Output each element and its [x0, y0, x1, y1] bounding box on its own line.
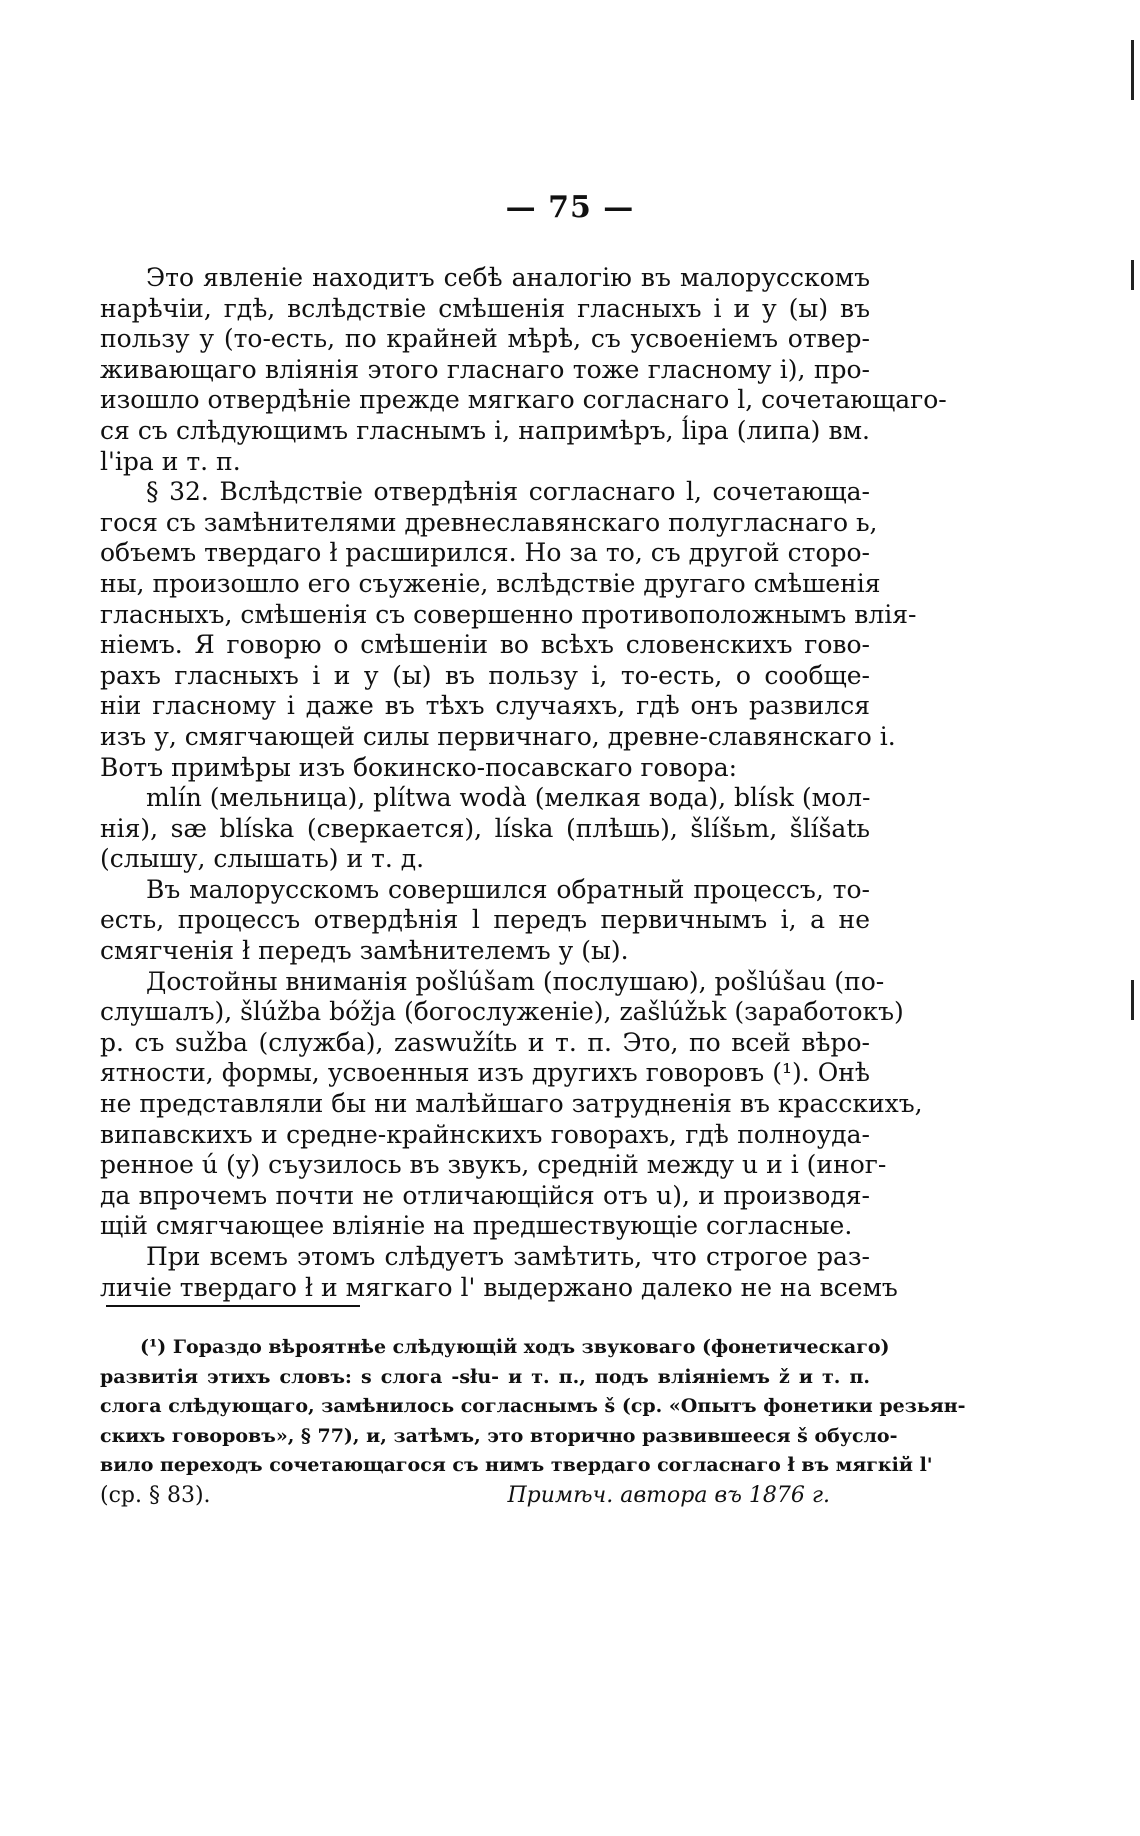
text-line: l'іра и т. п.: [100, 446, 241, 476]
text-line: гося съ замѣнителями древнеславянскаго полугласнаго ь,: [100, 507, 878, 537]
text-line: изошло отвердѣніе прежде мягкаго согласнаго l, сочетающаго-: [100, 385, 947, 415]
example-line: (слышу, слышать) и т. д.: [100, 844, 425, 874]
text-line: При всемъ этомъ слѣдуетъ замѣтить, что строгое раз-: [146, 1242, 870, 1271]
text-line: нарѣчіи, гдѣ, вслѣдствіе смѣшенія гласныхъ і и у (ы) въ: [100, 293, 870, 323]
text-line: ніемъ. Я говорю о смѣшеніи во всѣхъ словенскихъ гово-: [100, 630, 870, 660]
footnote-line: развитія этихъ словъ: s слога -słu- и т. п., подъ вліяніемъ ž и т. п.: [100, 1365, 870, 1388]
text-line: объемъ твердаго ł расширился. Но за то, съ другой сторо-: [100, 538, 870, 568]
footnote-line: скихъ говоровъ», § 77), и, затѣмъ, это вторично развившееся š обусло-: [100, 1424, 898, 1447]
text-line: р. съ sužba (служба), zaswužítь и т. п. Это, по всей вѣро-: [100, 1027, 870, 1057]
text-line: ренное ú (у) съузилось въ звукъ, средній между u и і (иног-: [100, 1150, 887, 1180]
footnote-last-line: [100, 1481, 870, 1511]
footnote-reference: (ср. § 83).: [100, 1482, 211, 1508]
footnote-signature: Примѣч. автора въ 1876 г.: [507, 1482, 830, 1508]
footnote-line: (¹) Гораздо вѣроятнѣе слѣдующій ходъ звуковаго (фонетическаго): [140, 1336, 890, 1358]
text-line: слушалъ), šlúžba bóžja (богослуженіе), zašlúžьk (заработокъ): [100, 997, 904, 1027]
text-line: не представляли бы ни малѣйшаго затрудненія въ красскихъ,: [100, 1089, 923, 1119]
text-line: смягченія ł передъ замѣнителемъ у (ы).: [100, 936, 629, 966]
text-line: випавскихъ и средне-крайнскихъ говорахъ, гдѣ полноуда-: [100, 1119, 870, 1149]
text-line: ніи гласному і даже въ тѣхъ случаяхъ, гдѣ онъ развился: [100, 691, 870, 721]
text-line: рахъ гласныхъ і и у (ы) въ пользу і, то-есть, о сообще-: [100, 660, 870, 690]
example-line: нія), sæ blíska (сверкается), líska (плѣшь), šlíšьm, šlíšatь: [100, 813, 870, 843]
text-line: Это явленіе находитъ себѣ аналогію въ малорусскомъ: [146, 263, 870, 292]
text-line: Достойны вниманія pošlúšam (послушаю), pošlúšau (по-: [146, 966, 885, 996]
example-line: mlín (мельница), plítwa wodà (мелкая вода), blísk (мол-: [146, 783, 871, 813]
footnote: [100, 1333, 966, 1510]
text-line: ны, произошло его съуженіе, вслѣдствіе другаго смѣшенія: [100, 568, 881, 598]
text-line: пользу у (то-есть, по крайней мѣрѣ, съ усвоеніемъ отвер-: [100, 324, 870, 354]
text-line: личіе твердаго ł и мягкаго l' выдержано далеко не на всемъ: [100, 1272, 898, 1302]
scan-edge-mark: [1131, 260, 1134, 290]
footnote-line: вило переходъ сочетающагося съ нимъ твердаго согласнаго ł въ мягкій l': [100, 1454, 933, 1476]
text-line: щій смягчающее вліяніе на предшествующіе согласные.: [100, 1211, 853, 1241]
scan-edge-mark: [1131, 40, 1134, 100]
text-line: гласныхъ, смѣшенія съ совершенно противоположнымъ влія-: [100, 599, 917, 629]
text-line: ся съ слѣдующимъ гласнымъ і, напримѣръ, ĺіра (липа) вм.: [100, 415, 870, 445]
text-line: да впрочемъ почти не отличающійся отъ u), и производя-: [100, 1180, 870, 1210]
text-line: Вотъ примѣры изъ бокинско-посавскаго говора:: [100, 752, 738, 782]
text-line: живающаго вліянія этого гласнаго тоже гласному і), про-: [100, 354, 870, 384]
section-heading-line: § 32. Вслѣдствіе отвердѣнія согласнаго l, сочетающа-: [146, 477, 870, 507]
footnote-line: слога слѣдующаго, замѣнилось согласнымъ š (ср. «Опытъ фонетики резьян-: [100, 1395, 966, 1417]
scan-edge-mark: [1131, 980, 1134, 1020]
text-line: Въ малорусскомъ совершился обратный процессъ, то-: [146, 874, 870, 904]
text-line: изъ у, смягчающей силы первичнаго, древне-славянскаго і.: [100, 721, 896, 751]
footnote-divider: [106, 1305, 360, 1307]
text-line: ятности, формы, усвоенныя изъ другихъ говоровъ (¹). Онѣ: [100, 1058, 870, 1088]
page-number: — 75 —: [505, 190, 635, 225]
body-text: [100, 263, 947, 1303]
text-line: есть, процессъ отвердѣнія l передъ первичнымъ і, а не: [100, 905, 870, 935]
